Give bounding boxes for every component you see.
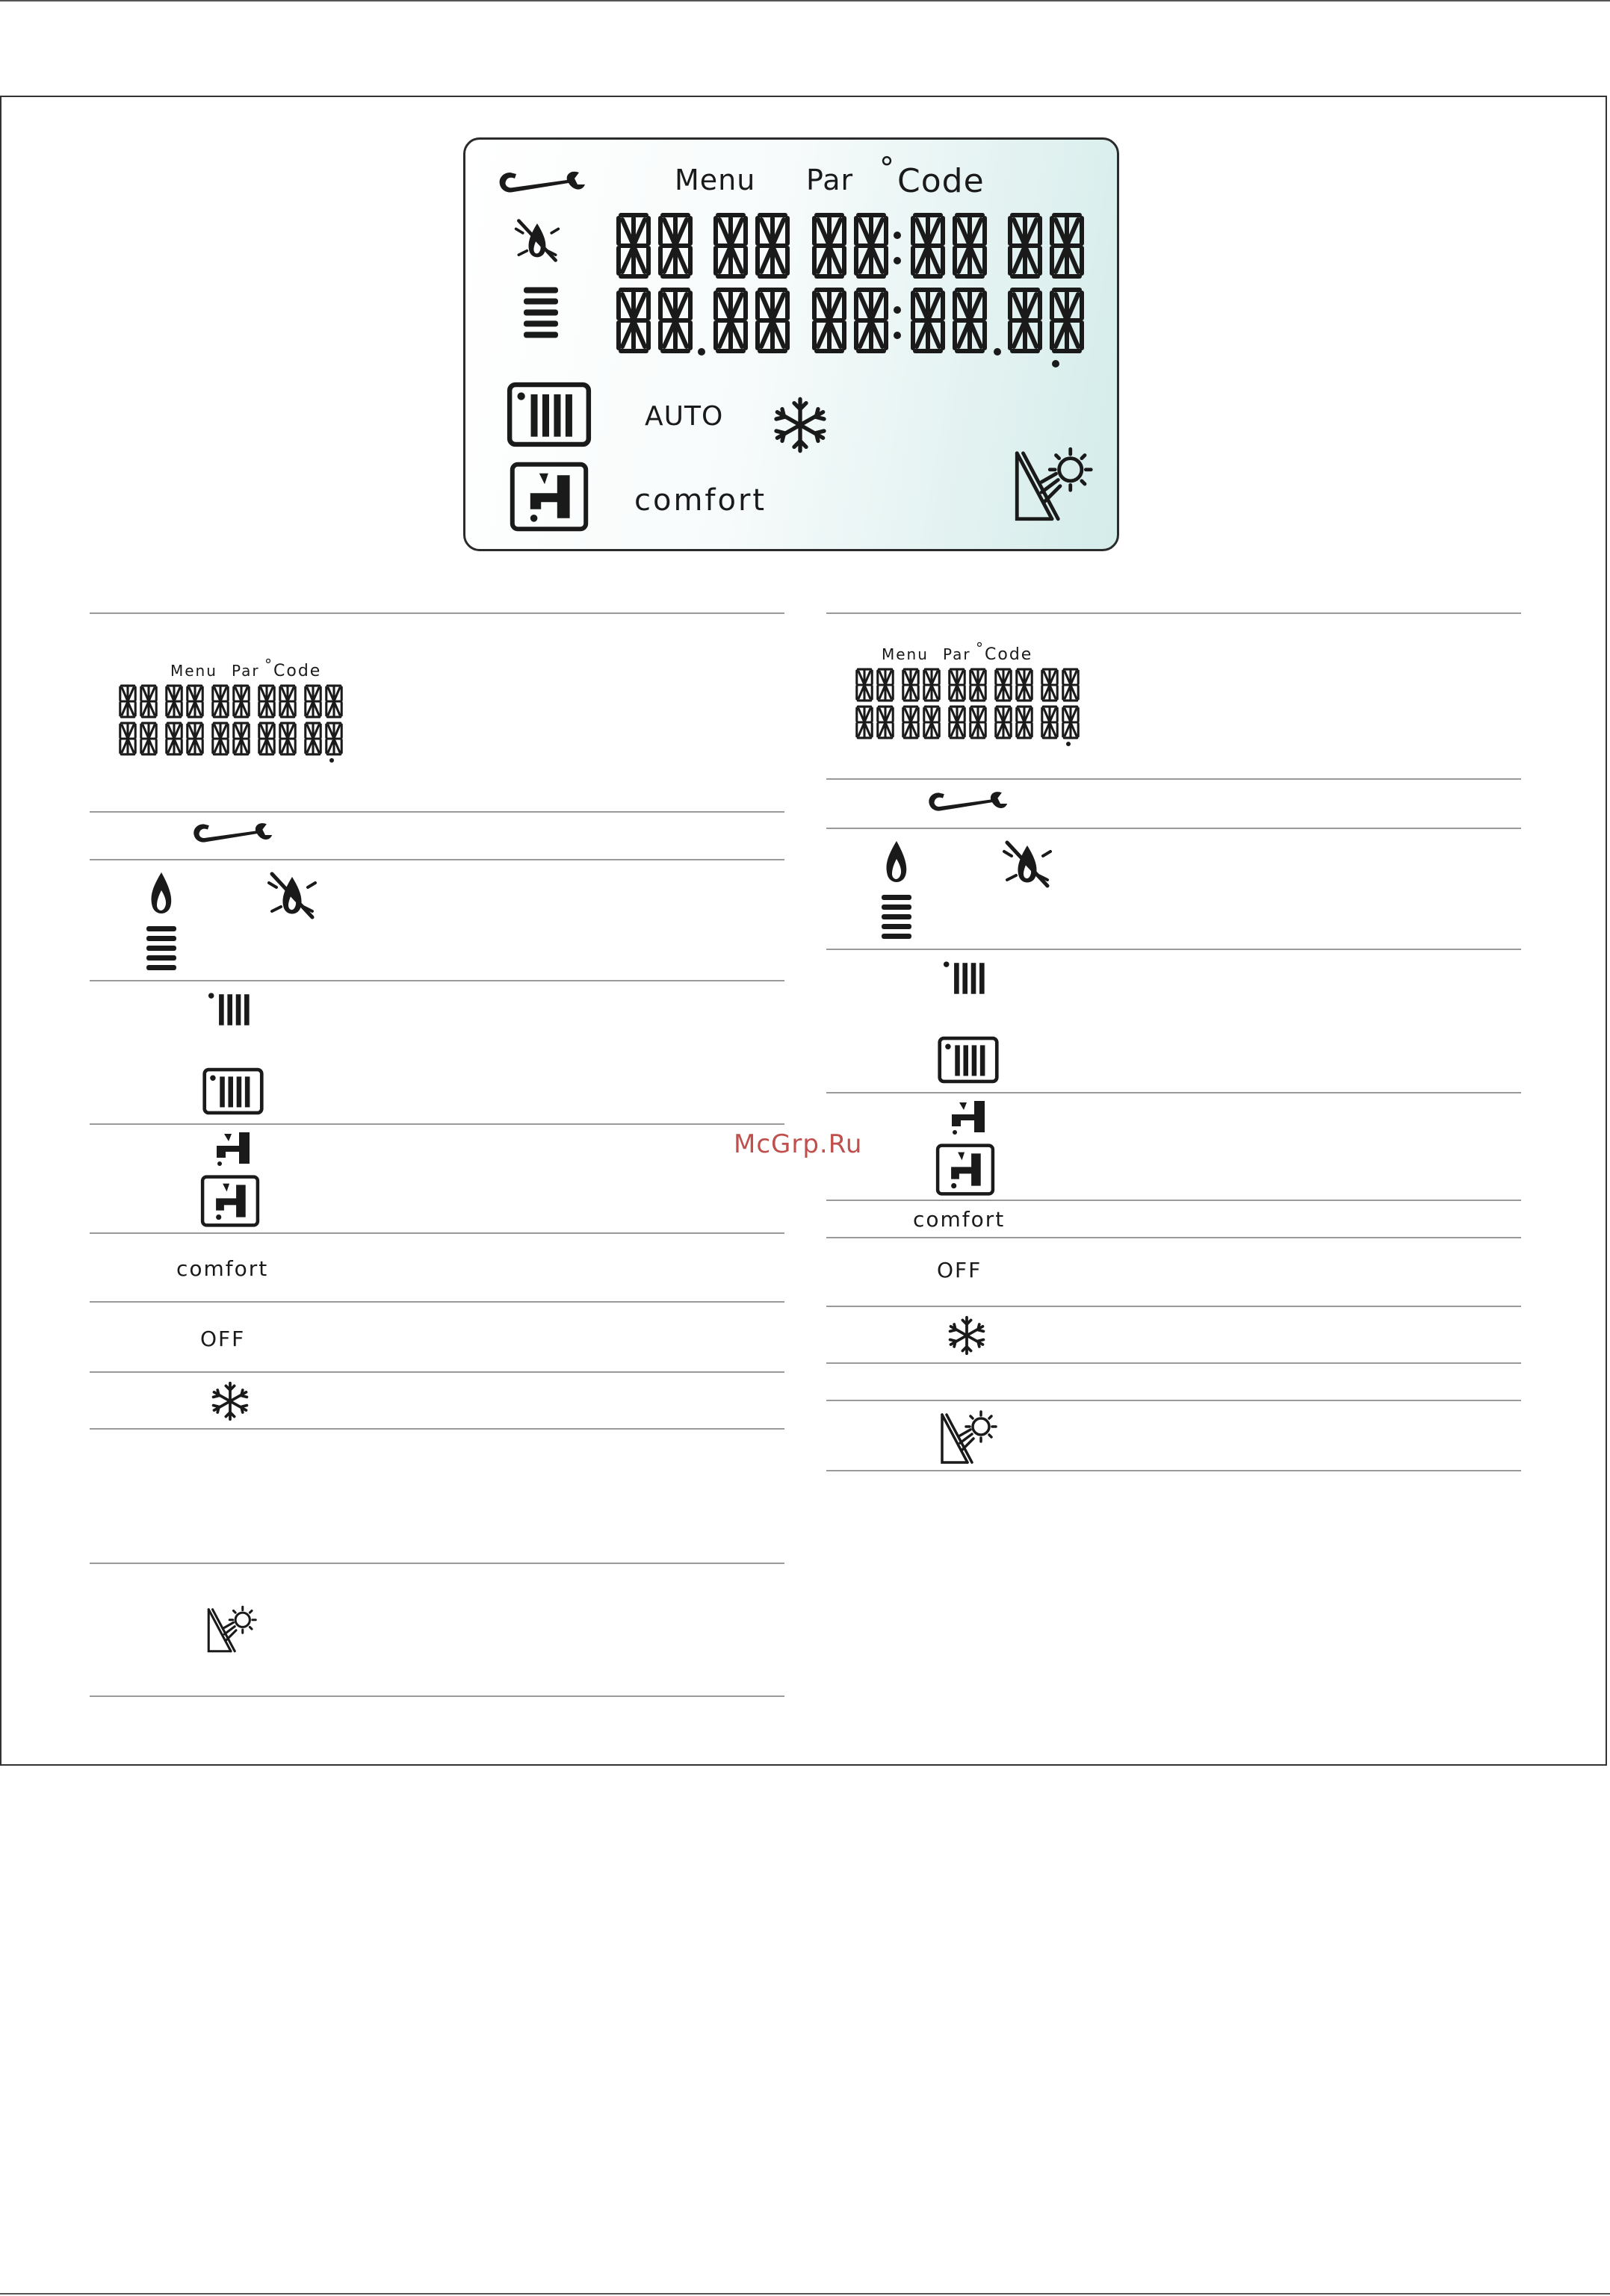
bottom-rule [0,2293,1610,2295]
radiator-box-icon [202,1065,264,1117]
lcd-label-degree: ° [879,152,895,186]
lcd-label-comfort: comfort [634,483,767,518]
radiator-box-icon [510,385,589,444]
segment-digits [619,215,1082,367]
lcd-graphics [465,140,1119,551]
off-text: OFF [937,1258,982,1282]
snowflake-icon [209,1380,251,1422]
snowflake-icon [776,399,824,450]
solar-icon [1017,449,1091,519]
left-symbol-table [90,612,784,1697]
mini-label-degree: ° [264,656,273,674]
off-text: OFF [200,1327,246,1351]
flame-crossed-icon [516,220,559,260]
flame-level-icon [524,288,558,338]
lcd-label-menu: Menu [675,164,756,196]
wrench-icon [926,787,1009,820]
mini-segment-digits [852,668,1091,765]
radiator-icon [943,959,992,996]
flame-level-icon [146,926,176,971]
comfort-text: comfort [176,1256,269,1281]
tap-box-icon [199,1174,261,1228]
snowflake-icon [946,1315,988,1356]
mini-label-code: Code [273,662,322,680]
lcd-label-par: Par [806,164,854,196]
mini-display-left [115,656,354,781]
wrench-icon [191,819,273,851]
lcd-display-panel [463,137,1119,551]
mini-label-code: Code [985,645,1033,664]
solar-icon [197,1603,264,1655]
right-symbol-table [826,612,1521,1471]
mini-label-par: Par [232,662,260,680]
watermark-text: McGrp.Ru [734,1129,863,1159]
tap-icon [944,1098,989,1135]
flame-level-icon [882,895,911,940]
flame-icon [146,871,176,923]
mini-segment-digits [115,684,354,781]
lcd-label-auto: AUTO [645,401,724,432]
radiator-box-icon [937,1034,1000,1086]
tap-icon [209,1129,254,1167]
mini-label-menu: Menu [170,662,217,680]
top-rule [0,0,1610,1]
lcd-label-code: Code [897,162,985,200]
comfort-text: comfort [913,1207,1006,1232]
mini-label-degree: ° [976,639,985,657]
flame-icon [882,840,911,892]
mini-label-par: Par [943,645,971,663]
flame-crossed-icon [266,869,318,922]
solar-icon [934,1407,1001,1467]
tap-box-icon [513,465,586,529]
wrench-icon [500,172,585,193]
mini-display-right [852,639,1091,765]
flame-crossed-icon [1001,838,1053,890]
tap-box-icon [934,1143,997,1197]
radiator-icon [208,990,257,1028]
mini-label-menu: Menu [882,645,929,663]
